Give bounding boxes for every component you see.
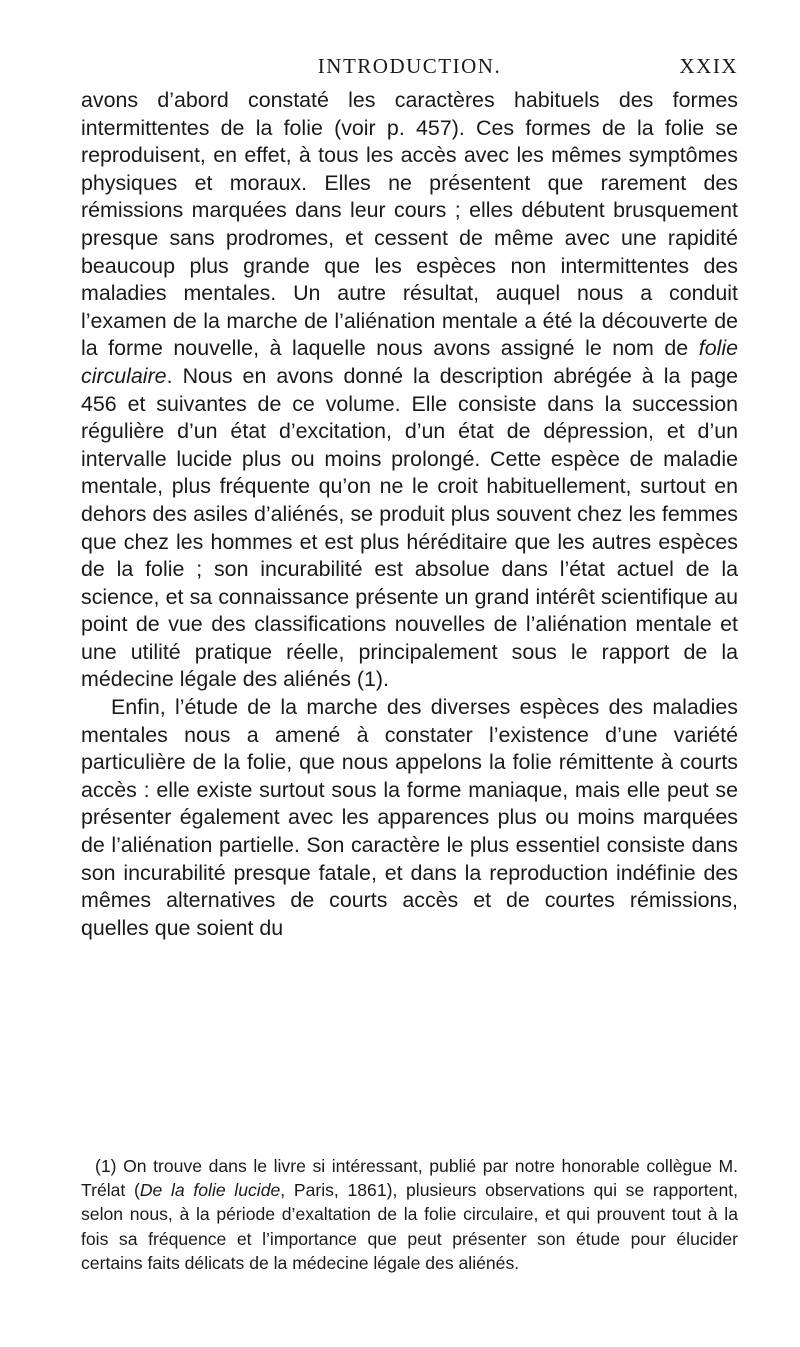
- paragraph-1-italic-term: folie circulaire: [81, 336, 738, 388]
- footnote-text-a: (1) On trouve dans le livre si intéressant, publié par notre honorable collègue M. Trélat (: [81, 1156, 738, 1201]
- paragraph-1-text-a: avons d’abord constaté les caractères habituels des formes intermittentes de la folie (voir p. 457). Ces formes de la folie se reproduisent, en effet, à tous les accès avec les mêmes symptômes physiques et moraux. Elles ne présentent que rarement des rémissions marquées dans leur cours ; elles débutent brusquement presque sans prodromes, et cessent de même avec une rapidité beaucoup plus grande que les espèces non intermittentes des maladies mentales. Un autre résultat, auquel nous a conduit l’examen de la marche de l’aliénation mentale a été la découverte de la forme nouvelle, à laquelle nous avons assigné le nom de: [81, 88, 738, 361]
- footnote-1: [81, 1154, 738, 1275]
- paragraph-1: [81, 87, 738, 694]
- running-head: [81, 54, 738, 82]
- footnote-text-b: , Paris, 1861), plusieurs observations qui se rapportent, selon nous, à la période d’exaltation de la folie circulaire, et qui prouvent tout à la fois sa fréquence et l’importance que peut présenter son étude pour élucider certains faits délicats de la médecine légale des aliénés.: [81, 1180, 738, 1273]
- page-number: XXIX: [679, 54, 738, 78]
- paragraph-2: Enfin, l’étude de la marche des diverses espèces des maladies mentales nous a amené à constater l’existence d’une variété particulière de la folie, que nous appelons la folie rémittente à courts accès : elle existe surtout sous la forme maniaque, mais elle peut se présenter également avec les apparences plus ou moins marquées de l’aliénation partielle. Son caractère le plus essentiel consiste dans son incurabilité presque fatale, et dans la reproduction indéfinie des mêmes alternatives de courts accès et de courtes rémissions, quelles que soient du: [81, 695, 738, 940]
- running-head-title: INTRODUCTION.: [317, 54, 502, 78]
- footnote-italic-title: De la folie lucide: [139, 1180, 281, 1201]
- footnote: [81, 1154, 738, 1275]
- main-text: [81, 87, 738, 942]
- paragraph-1-text-b: . Nous en avons donné la description abrégée à la page 456 et suivantes de ce volume. Elle consiste dans la succession régulière d’un état d’excitation, d’un état de dépression, et d’un intervalle lucide plus ou moins prolongé. Cette espèce de maladie mentale, plus fréquente qu’on ne le croit habituellement, surtout en dehors des asiles d’aliénés, se produit plus souvent chez les femmes que chez les hommes et est plus héréditaire que les autres espèces de la folie ; son incurabilité est absolue dans l’état actuel de la science, et sa connaissance présente un grand intérêt scientifique au point de vue des classifications nouvelles de l’aliénation mentale et une utilité pratique réelle, principalement sous le rapport de la médecine légale des aliénés (1).: [81, 363, 738, 692]
